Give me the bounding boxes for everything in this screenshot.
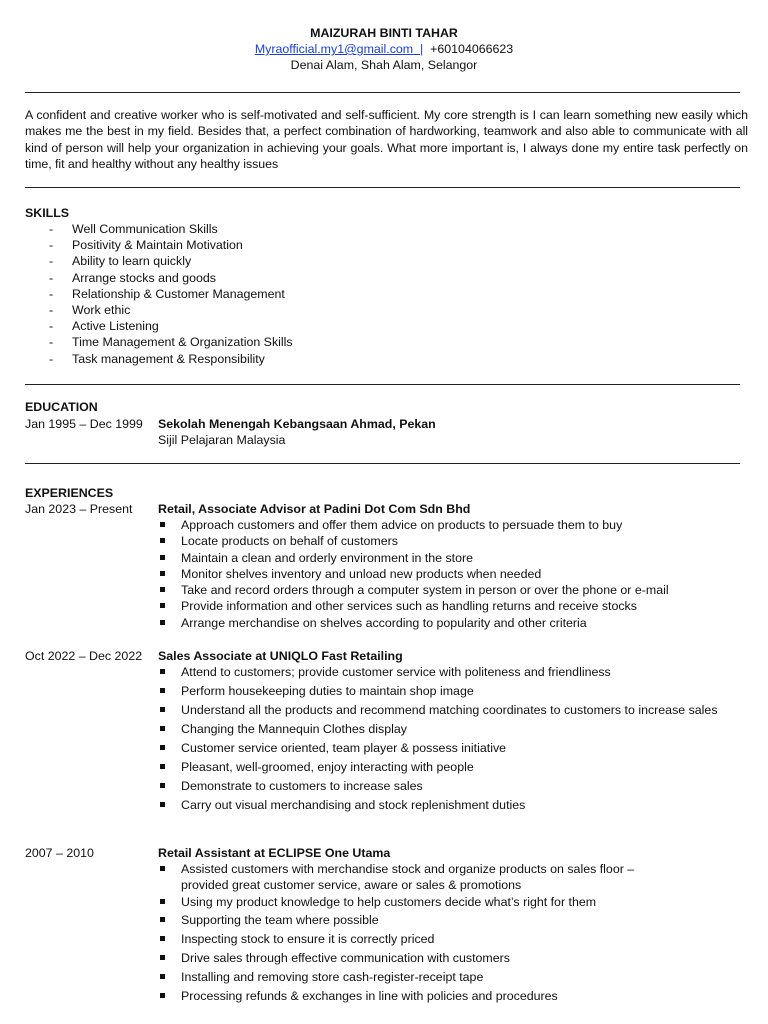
list-item: - Well Communication Skills [49, 222, 218, 236]
list-item: Using my product knowledge to help customers decide what’s right for them [158, 894, 678, 910]
list-item: Understand all the products and recommend matching coordinates to customers to increase sales [158, 702, 733, 718]
list-item: Inspecting stock to ensure it is correctly priced [158, 931, 678, 947]
bullet-icon [160, 669, 165, 674]
list-item: Maintain a clean and orderly environment in the store [158, 550, 733, 566]
list-item: - Time Management & Organization Skills [49, 335, 293, 350]
job-title: Retail Assistant at ECLIPSE One Utama [158, 846, 391, 860]
list-item: Supporting the team where possible [158, 912, 678, 928]
list-item: - Positivity & Maintain Motivation [49, 238, 243, 253]
candidate-name: MAIZURAH BINTI TAHAR [310, 26, 458, 40]
divider [25, 187, 740, 188]
bullet-icon [160, 764, 165, 769]
phone-number: +60104066623 [430, 42, 514, 56]
list-item: Locate products on behalf of customers [158, 533, 733, 549]
education-heading: EDUCATION [25, 400, 98, 414]
bullet-icon [160, 522, 165, 527]
school-name: Sekolah Menengah Kebangsaan Ahmad, Pekan [158, 417, 436, 431]
list-item: Arrange merchandise on shelves according to popularity and other criteria [158, 615, 733, 631]
list-item: - Task management & Responsibility [49, 351, 265, 366]
bullet-icon [160, 802, 165, 807]
job-title: Retail, Associate Advisor at Padini Dot Com Sdn Bhd [158, 502, 471, 516]
bullet-icon [160, 571, 165, 576]
job-title: Sales Associate at UNIQLO Fast Retailing [158, 649, 403, 663]
skills-list [45, 221, 293, 367]
bullet-icon [160, 917, 165, 922]
list-item: Take and record orders through a computer system in person or over the phone or e-mail [158, 582, 733, 598]
divider [25, 463, 740, 464]
address: Denai Alam, Shah Alam, Selangor [290, 58, 478, 72]
bullet-icon [160, 866, 165, 871]
bullet-icon [160, 955, 165, 960]
list-item: Processing refunds & exchanges in line with policies and procedures [158, 988, 678, 1004]
job-duties [158, 517, 733, 631]
bullet-icon [160, 993, 165, 998]
bullet-icon [160, 974, 165, 979]
divider [25, 384, 740, 385]
divider [25, 92, 740, 93]
job-date: 2007 – 2010 [25, 846, 94, 860]
email-link[interactable]: Myraofficial.my1@gmail.com | [254, 42, 424, 56]
list-item: Demonstrate to customers to increase sales [158, 778, 733, 794]
skills-heading: SKILLS [25, 206, 70, 220]
list-item: Carry out visual merchandising and stock replenishment duties [158, 797, 733, 813]
bullet-icon [160, 726, 165, 731]
list-item: Pleasant, well-groomed, enjoy interacting with people [158, 759, 733, 775]
list-item: - Work ethic [49, 302, 131, 317]
list-item: - Relationship & Customer Management [49, 286, 285, 301]
list-item: - Active Listening [49, 319, 159, 334]
contact-line [0, 41, 768, 57]
list-item: Assisted customers with merchandise stock and organize products on sales floor – provided great customer service, aware or sales & promotions [158, 861, 678, 893]
bullet-icon [160, 603, 165, 608]
bullet-icon [160, 783, 165, 788]
list-item: Changing the Mannequin Clothes display [158, 721, 733, 737]
list-item: - Arrange stocks and goods [49, 270, 216, 285]
list-item: Installing and removing store cash-register-receipt tape [158, 969, 678, 985]
list-item: Approach customers and offer them advice on products to persuade them to buy [158, 517, 733, 533]
bullet-icon [160, 538, 165, 543]
list-item: Customer service oriented, team player & possess initiative [158, 740, 733, 756]
list-item: - Ability to learn quickly [49, 254, 192, 269]
list-item: Provide information and other services such as handling returns and receive stocks [158, 598, 733, 614]
bullet-icon [160, 620, 165, 625]
list-item: Perform housekeeping duties to maintain shop image [158, 683, 733, 699]
bullet-icon [160, 555, 165, 560]
job-date: Jan 2023 – Present [25, 502, 133, 516]
list-item: Drive sales through effective communication with customers [158, 950, 678, 966]
job-duties [158, 861, 678, 1007]
experiences-heading: EXPERIENCES [25, 486, 114, 500]
qualification: Sijil Pelajaran Malaysia [158, 433, 286, 447]
bullet-icon [160, 707, 165, 712]
list-item: Attend to customers; provide customer service with politeness and friendliness [158, 664, 733, 680]
bullet-icon [160, 899, 165, 904]
job-date: Oct 2022 – Dec 2022 [25, 649, 143, 663]
bullet-icon [160, 936, 165, 941]
bullet-icon [160, 688, 165, 693]
job-duties [158, 664, 733, 816]
list-item: Monitor shelves inventory and unload new products when needed [158, 566, 733, 582]
summary-paragraph: A confident and creative worker who is self-motivated and self-sufficient. My core strength is I can learn something new easily which makes me the best in my field. Besides that, a perfect combination of hardworking, teamwork and also able to communicate with all kind of person will help your organization in achieving your goals. What more important is, I always done my entire task perfectly on time, fit and healthy without any healthy issues [25, 108, 748, 171]
bullet-icon [160, 587, 165, 592]
education-date: Jan 1995 – Dec 1999 [25, 417, 143, 431]
bullet-icon [160, 745, 165, 750]
